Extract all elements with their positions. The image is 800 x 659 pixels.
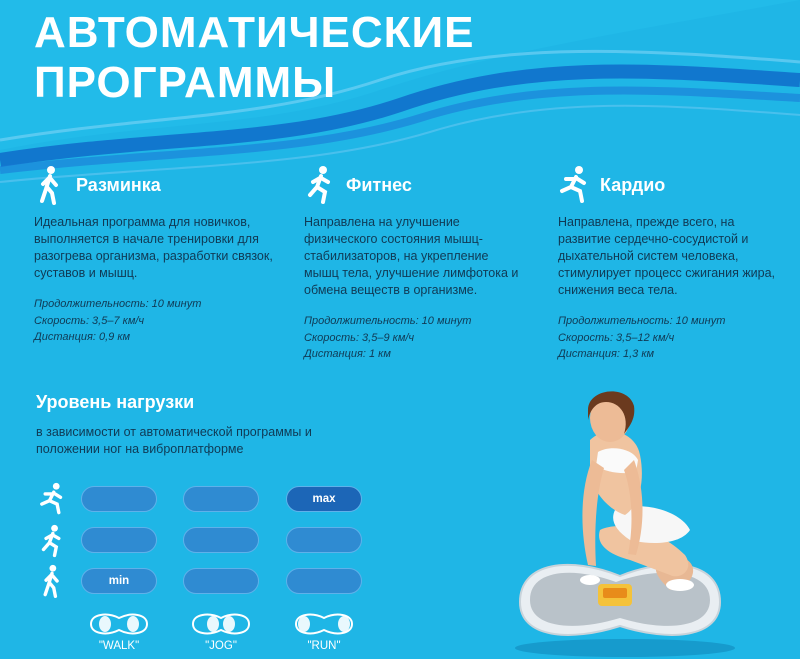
- program-speed: Скорость: 3,5–7 км/ч: [34, 314, 145, 327]
- mode-jog-label: "JOG": [205, 640, 237, 652]
- walking-icon: [38, 564, 66, 598]
- program-warmup: [34, 160, 274, 346]
- jogging-icon: [38, 524, 66, 558]
- program-speed: Скорость: 3,5–9 км/ч: [304, 331, 415, 344]
- program-name: Разминка: [76, 174, 161, 195]
- program-speed: Скорость: 3,5–12 км/ч: [558, 331, 675, 344]
- load-level-subtitle: в зависимости от автоматической программы и положении ног на виброплатформе: [36, 425, 312, 456]
- program-name: Кардио: [600, 174, 666, 195]
- program-fitness: [304, 160, 524, 363]
- load-cell: [183, 486, 259, 512]
- program-cardio: [558, 160, 783, 363]
- mode-walk-label: "WALK": [98, 640, 140, 652]
- program-distance: Дистанция: 1,3 км: [558, 348, 655, 360]
- program-name: Фитнес: [346, 174, 412, 195]
- program-duration: Продолжительность: 10 минут: [34, 298, 202, 310]
- running-icon: [38, 482, 66, 516]
- load-cell-max: max: [286, 486, 362, 512]
- load-cell: [81, 527, 157, 553]
- platform-walk-icon: [87, 610, 151, 638]
- platform-run-icon: [292, 610, 356, 638]
- load-cell-min: min: [81, 568, 157, 594]
- program-duration: Продолжительность: 10 минут: [304, 315, 472, 327]
- load-cell: [183, 527, 259, 553]
- walking-icon: [34, 165, 66, 205]
- page-title: [34, 8, 475, 108]
- program-description: Направлена, прежде всего, на развитие сердечно-сосудистой и дыхательной систем человека, стимулирует процесс сжигания жира, снижения веса тела.: [558, 215, 776, 297]
- program-distance: Дистанция: 0,9 км: [34, 331, 131, 343]
- load-level-title: Уровень нагрузки: [36, 392, 195, 412]
- woman-on-platform-image: [510, 380, 800, 659]
- title-line-1: АВТОМАТИЧЕСКИЕ: [34, 8, 475, 57]
- platform-jog-icon: [189, 610, 253, 638]
- program-description: Идеальная программа для новичков, выполняется в начале тренировки для разогрева организма, разработки связок, суставов и мышц.: [34, 215, 273, 280]
- load-cell: [183, 568, 259, 594]
- program-description: Направлена на улучшение физического состояния мышц-стабилизаторов, на укрепление мышц тела, улучшение лимфотока и обмена веществ в организме.: [304, 215, 519, 297]
- load-cell: [286, 568, 362, 594]
- title-line-2: ПРОГРАММЫ: [34, 58, 337, 107]
- running-icon: [558, 165, 590, 205]
- program-duration: Продолжительность: 10 минут: [558, 315, 726, 327]
- load-cell: [286, 527, 362, 553]
- jogging-icon: [304, 165, 336, 205]
- program-distance: Дистанция: 1 км: [304, 348, 391, 360]
- load-cell: [81, 486, 157, 512]
- mode-run-label: "RUN": [307, 640, 341, 652]
